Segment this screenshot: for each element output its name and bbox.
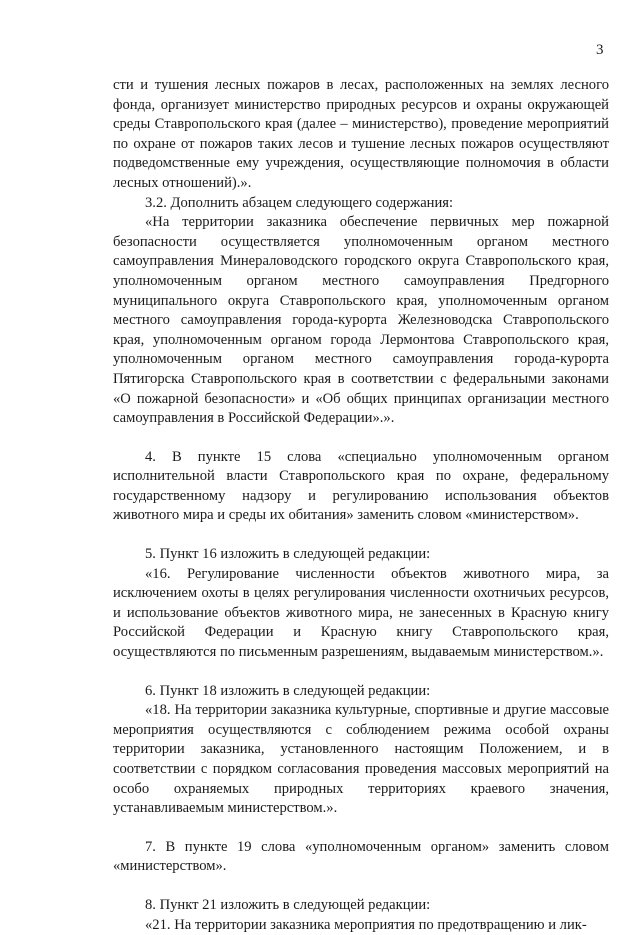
paragraph-fire-management-continuation: сти и тушения лесных пожаров в лесах, расположенных на землях лесного фонда, организует министерство природных ресурсов и охраны окружающей среды Ставропольского края (далее – министерство), проведение мероприятий по охране от пожаров таких лесов и тушение лесных пожаров осуществляют подведомственные ему учреждения, осуществляющие полномочия в области лесных отношений).».: [113, 77, 609, 191]
paragraph-gap: [113, 663, 609, 682]
paragraph-item-5-text: «16. Регулирование численности объектов животного мира, за исключением охоты в целях регулирования численности охотничьих ресурсов, и использование объектов животного мира, не занесенных в Красную книгу Российской Федерации и Красную книгу Ставропольского края, осуществляются по письменным разрешениям, выдаваемым министерством.».: [113, 565, 609, 661]
paragraph-item-6-text: «18. На территории заказника культурные, спортивные и другие массовые мероприятия осуществляются с соблюдением режима особой охраны территории заказника, установленного настоящим Положением, и в соответствии с порядком согласования проведения массовых мероприятий на особо охраняемых природных территориях краевого значения, устанавливаемым министерством.».: [113, 702, 609, 817]
paragraph-item-6-heading: 6. Пункт 18 изложить в следующей редакции:: [145, 682, 431, 699]
paragraph-item-7: 7. В пункте 19 слова «уполномоченным органом» заменить словом «министерством».: [113, 838, 609, 875]
paragraph-3-2-heading: 3.2. Дополнить абзацем следующего содержания:: [145, 194, 454, 211]
paragraph-gap: [113, 877, 609, 896]
paragraph-3-2-text: «На территории заказника обеспечение первичных мер пожарной безопасности осуществляется уполномоченным органом местного самоуправления Минераловодского городского округа Ставропольского края, уполномоченным органом местного самоуправления Предгорного муниципального округа Ставропольского края, уполномоченным органом местного самоуправления города-курорта Железноводска Ставропольского края, уполномоченным органом города Лермонтова Ставропольского края, уполномоченным органом местного самоуправления города-курорта Пятигорска Ставропольского края в соответствии с федеральными законами «О пожарной безопасности» и «Об общих принципах организации местного самоуправления в Российской Федерации».».: [113, 214, 609, 427]
paragraph-item-8-text: «21. На территории заказника мероприятия по предотвращению и лик-: [145, 916, 587, 933]
page-number: 3: [596, 42, 604, 58]
paragraph-item-5-heading: 5. Пункт 16 изложить в следующей редакции:: [145, 546, 431, 563]
paragraph-item-4: 4. В пункте 15 слова «специально уполномоченным органом исполнительной власти Ставропольского края по охране, федеральному государственному надзору и регулированию использования объектов животного мира и среды их обитания» заменить словом «министерством».: [113, 448, 609, 524]
paragraph-gap: [113, 429, 609, 448]
paragraph-gap: [113, 819, 609, 838]
paragraph-item-8-heading: 8. Пункт 21 изложить в следующей редакции:: [145, 896, 431, 913]
document-body: [113, 76, 609, 935]
paragraph-gap: [113, 526, 609, 545]
